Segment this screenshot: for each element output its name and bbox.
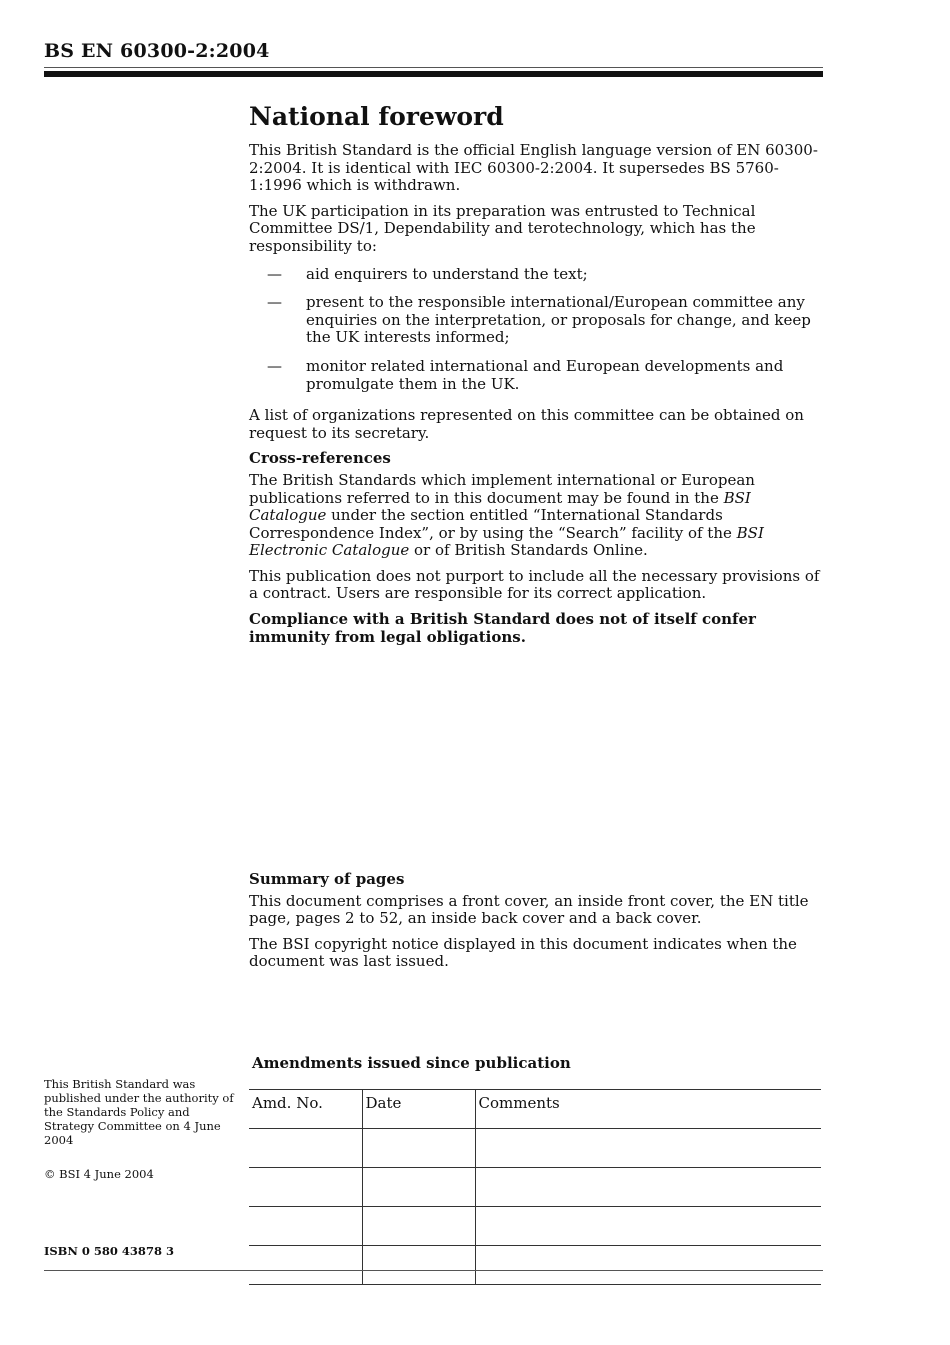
list-item — [249, 358, 824, 393]
summary-heading: Summary of pages — [249, 870, 405, 888]
intro-paragraph: This British Standard is the official English language version of EN 60300-2:2004. It is identical with IEC 60300-2:2004. It supersedes BS 5760-1:1996 which is withdrawn. — [249, 141, 818, 195]
document-id: BS EN 60300-2:2004 — [44, 40, 270, 62]
table-cell — [249, 1207, 362, 1246]
column-header-date: Date — [362, 1090, 475, 1129]
list-item — [249, 294, 824, 347]
footer-rule — [44, 1270, 823, 1271]
table-row — [249, 1246, 821, 1285]
table-cell — [475, 1207, 821, 1246]
foreword-section — [249, 102, 824, 654]
header-rule-thin — [44, 67, 823, 68]
participation-paragraph: The UK participation in its preparation was entrusted to Technical Committee DS/1, Dependability and terotechnology, which has the responsibility to: — [249, 201, 756, 255]
published-authority-text: This British Standard was published under the authority of the Standards Policy and Strategy Committee on 4 June 2004 — [44, 1077, 234, 1147]
dash-marker: — — [267, 293, 282, 312]
table-cell — [362, 1207, 475, 1246]
cross-references-heading: Cross-references — [249, 449, 391, 468]
table-cell — [249, 1129, 362, 1168]
table-row — [249, 1207, 821, 1246]
column-header-amd-no: Amd. No. — [249, 1090, 362, 1129]
list-item — [249, 266, 824, 284]
isbn: ISBN 0 580 43878 3 — [44, 1244, 174, 1258]
provisions-paragraph: This publication does not purport to include all the necessary provisions of a contract. Users are responsible for its correct application. — [249, 566, 820, 603]
table-cell — [362, 1168, 475, 1207]
table-cell — [475, 1246, 821, 1285]
amendments-title: Amendments issued since publication — [252, 1054, 571, 1072]
list-item-text: monitor related international and European developments and promulgate them in the UK. — [306, 356, 784, 393]
responsibility-list — [249, 266, 824, 394]
copyright-notice-paragraph: The BSI copyright notice displayed in this document indicates when the document was last issued. — [249, 934, 797, 971]
crossref-text: under the section entitled “International Standards Correspondence Index”, or by using the “Search” facility of the — [249, 506, 737, 542]
table-row — [249, 1168, 821, 1207]
summary-paragraph: This document comprises a front cover, an inside front cover, the EN title page, pages 2 to 52, an inside back cover and a back cover. — [249, 891, 809, 928]
compliance-statement: Compliance with a British Standard does not of itself confer immunity from legal obligations. — [249, 610, 756, 646]
dash-marker: — — [267, 356, 282, 375]
table-cell — [249, 1246, 362, 1285]
table-cell — [362, 1129, 475, 1168]
table-cell — [475, 1129, 821, 1168]
organizations-paragraph: A list of organizations represented on this committee can be obtained on request to its secretary. — [249, 406, 804, 442]
crossref-text: or of British Standards Online. — [409, 541, 648, 560]
table-header-row — [249, 1090, 821, 1129]
list-item-text: aid enquirers to understand the text; — [306, 264, 588, 283]
bsi-electronic-catalogue-ref: BSI Electronic Catalogue — [249, 523, 764, 560]
publication-sidebar — [44, 1077, 234, 1181]
column-header-comments: Comments — [475, 1090, 821, 1129]
amendments-table — [249, 1089, 821, 1285]
cross-references-paragraph — [249, 472, 824, 560]
crossref-text: The British Standards which implement international or European publications referred to in this document may be found in the — [249, 470, 755, 507]
page-title: National foreword — [249, 102, 504, 131]
table-cell — [362, 1246, 475, 1285]
header-rule-thick — [44, 71, 823, 77]
dash-marker: — — [267, 264, 282, 283]
table-cell — [249, 1168, 362, 1207]
list-item-text: present to the responsible international/European committee any enquiries on the interpretation, or proposals for change, and keep the UK interests informed; — [306, 293, 811, 347]
table-cell — [475, 1168, 821, 1207]
copyright-text: © BSI 4 June 2004 — [44, 1167, 154, 1181]
summary-section — [249, 871, 824, 979]
table-row — [249, 1129, 821, 1168]
bsi-catalogue-ref: BSI Catalogue — [249, 488, 751, 525]
